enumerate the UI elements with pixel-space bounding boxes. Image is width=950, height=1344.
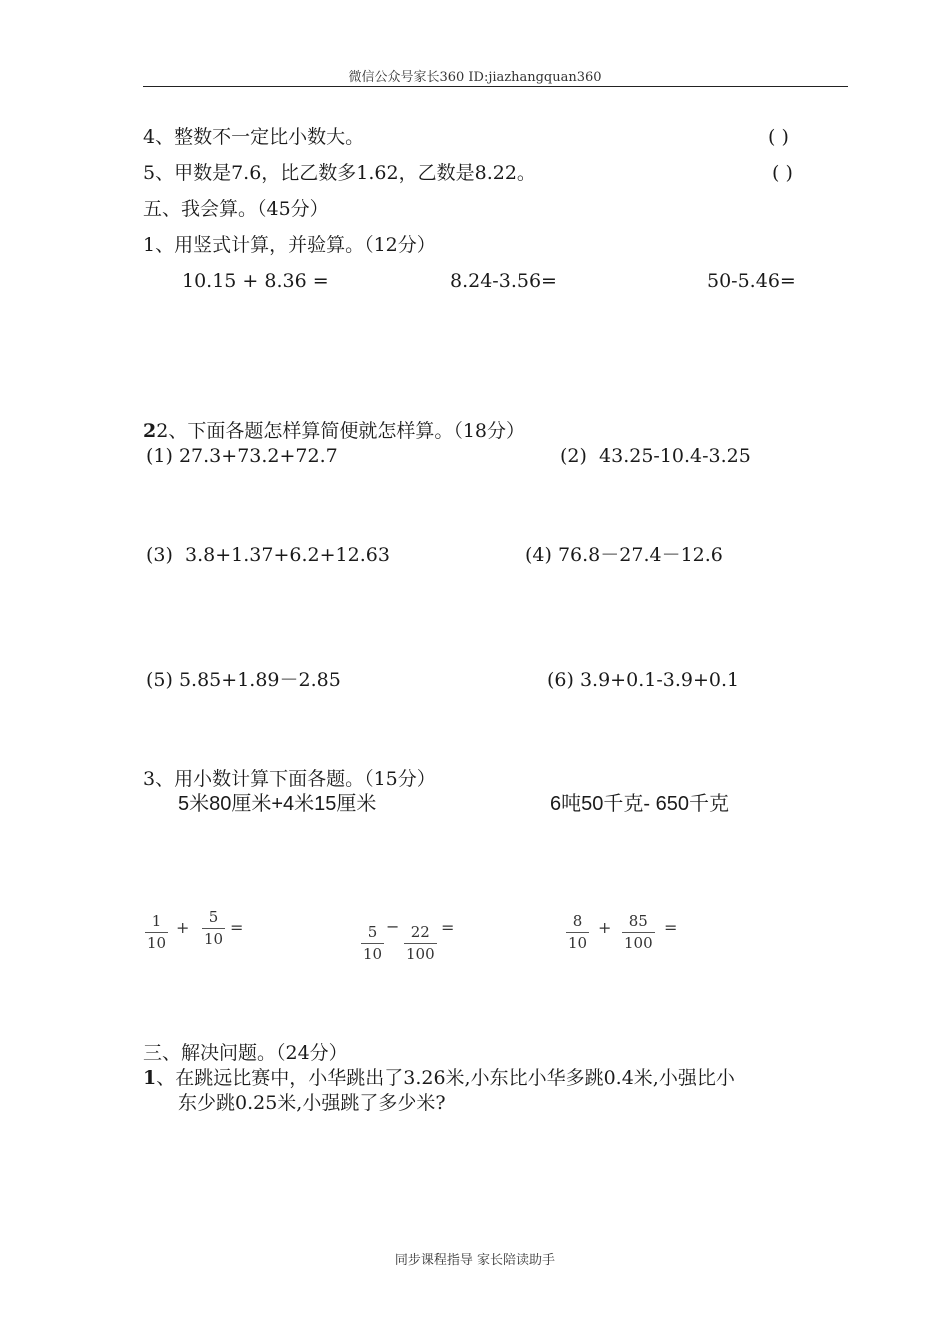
fraction-1b: 5 10	[204, 908, 224, 948]
fraction-2b: 22 100	[406, 923, 435, 963]
fraction-3b: 85 100	[624, 912, 653, 952]
fraction-1a: 1 10	[147, 912, 167, 952]
decimal-calc-title: 3、用小数计算下面各题。（15分）	[143, 768, 436, 790]
fraction-1-operator: +	[176, 918, 190, 937]
vertical-calc-item-3: 50-5.46=	[707, 270, 796, 292]
simplify-item-4: (4) 76.8－27.4－12.6	[525, 544, 723, 566]
answer-blank-5[interactable]: ( )	[772, 162, 793, 184]
judge-question-4: 4、整数不一定比小数大。	[143, 126, 365, 148]
section-3-title: 三、解决问题。（24分）	[143, 1042, 348, 1064]
fraction-1-equals: =	[230, 918, 244, 937]
fraction-3-equals: =	[664, 918, 678, 937]
header-divider	[143, 86, 848, 87]
vertical-calc-title: 1、用竖式计算，并验算。（12分）	[143, 234, 436, 256]
simplify-item-1: (1) 27.3+73.2+72.7	[146, 445, 338, 467]
simplify-title-num: 2	[143, 420, 157, 442]
decimal-calc-item-1: 5米80厘米+4米15厘米	[178, 793, 377, 815]
vertical-calc-item-2: 8.24-3.56=	[450, 270, 557, 292]
simplify-item-6: (6) 3.9+0.1-3.9+0.1	[547, 669, 740, 691]
decimal-calc-item-2: 6吨50千克- 650千克	[550, 793, 729, 815]
word-problem-1-line2: 东少跳0.25米,小强跳了多少米?	[178, 1092, 446, 1114]
page-header: 微信公众号家长360 ID:jiazhangquan360	[348, 70, 602, 85]
fraction-3a: 8 10	[568, 912, 588, 952]
simplify-item-2: (2) 43.25-10.4-3.25	[560, 445, 751, 467]
fraction-3-operator: +	[598, 918, 612, 937]
fraction-2a: 5 10	[363, 923, 383, 963]
fraction-2-operator: −	[386, 917, 400, 936]
judge-question-5: 5、甲数是7.6，比乙数多1.62，乙数是8.22。	[143, 162, 536, 184]
page-footer: 同步课程指导 家长陪读助手	[394, 1253, 556, 1268]
simplify-item-3: (3) 3.8+1.37+6.2+12.63	[146, 544, 390, 566]
section-5-title: 五、我会算。（45分）	[143, 198, 329, 220]
answer-blank-4[interactable]: ( )	[768, 126, 789, 148]
simplify-item-5: (5) 5.85+1.89－2.85	[146, 669, 341, 691]
word-problem-1-line1: 1、在跳远比赛中，小华跳出了3.26米,小东比小华多跳0.4米,小强比小	[143, 1067, 735, 1089]
vertical-calc-item-1: 10.15 + 8.36 =	[182, 270, 329, 292]
fraction-2-equals: =	[441, 918, 455, 937]
simplify-title	[143, 419, 525, 443]
simplify-title-text: 2、下面各题怎样算简便就怎样算。（18分）	[156, 420, 526, 442]
